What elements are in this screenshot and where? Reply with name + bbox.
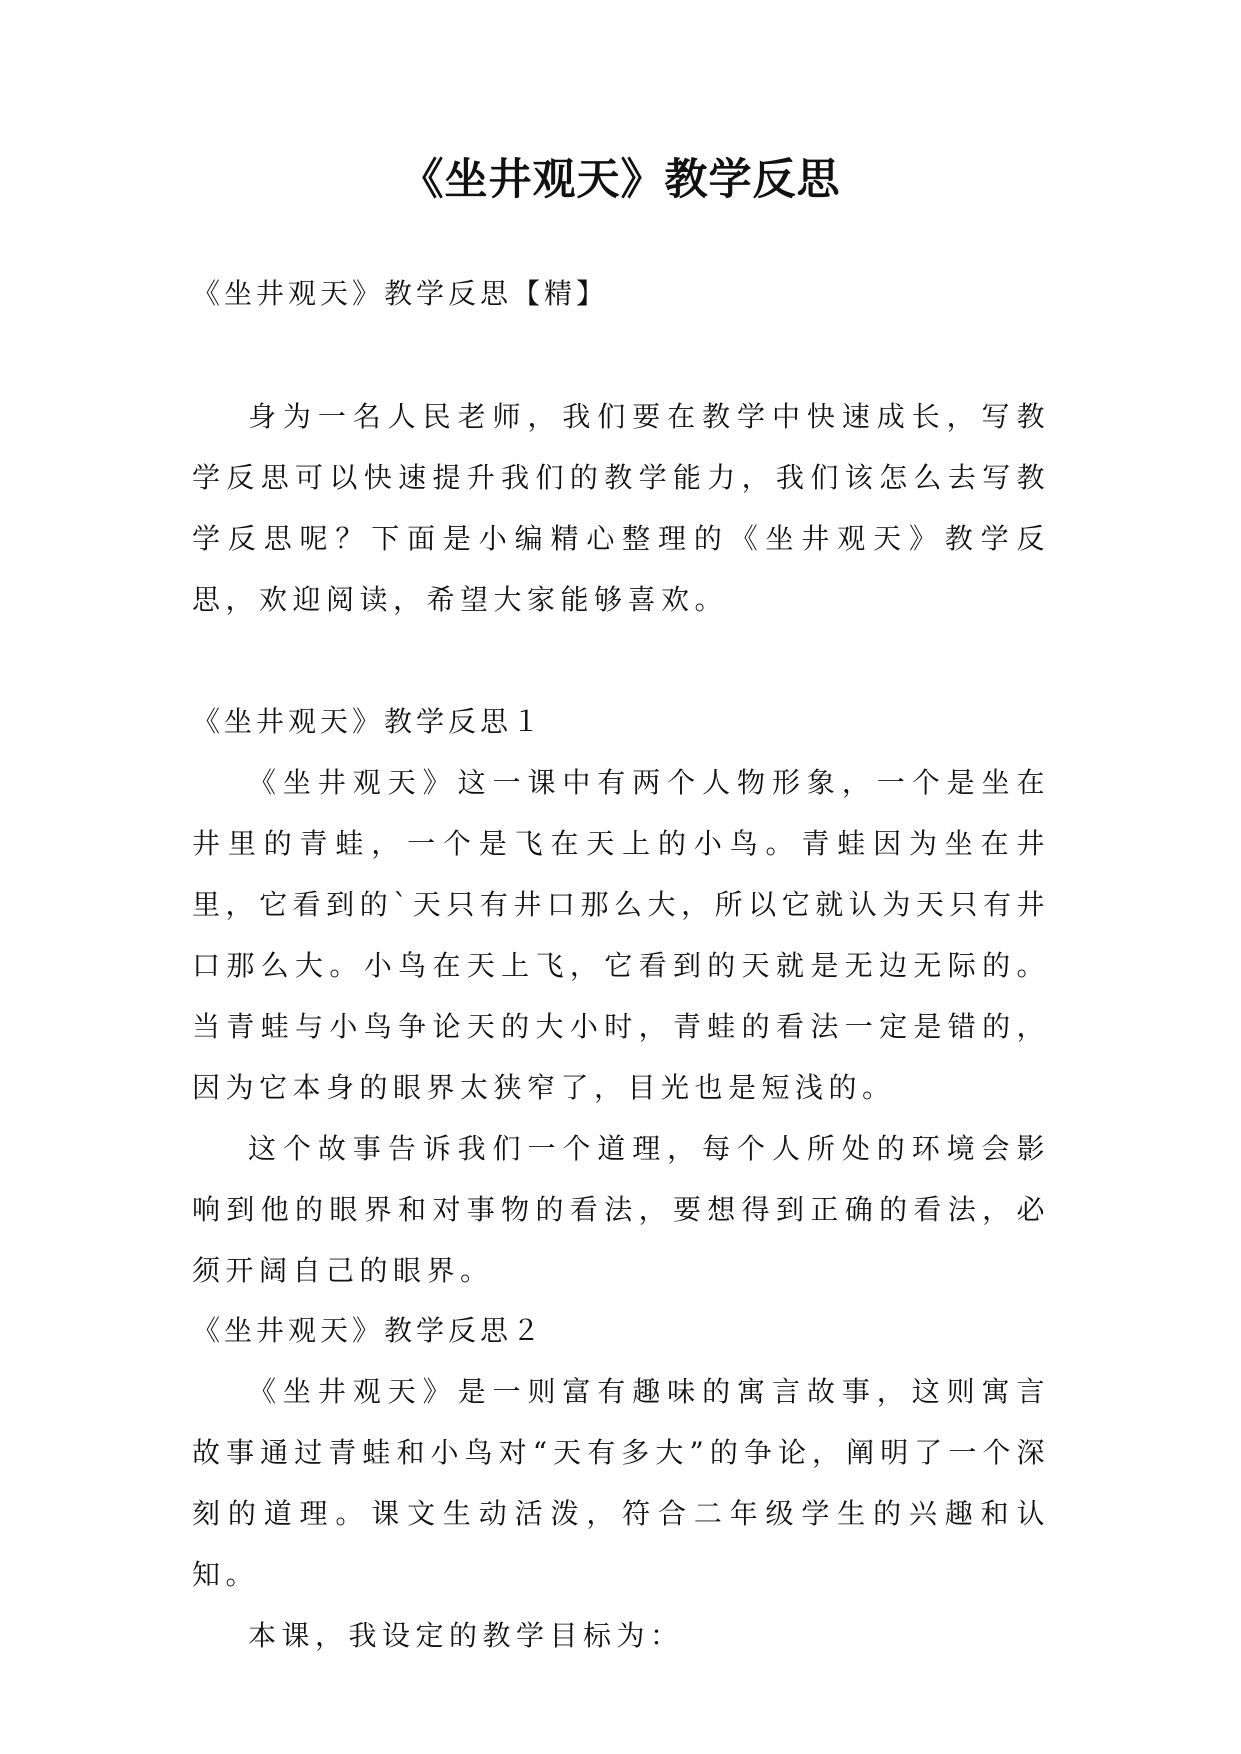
body-paragraph: 本课，我设定的教学目标为： bbox=[248, 1619, 684, 1652]
document-body bbox=[192, 264, 1050, 1666]
section-heading: 《坐井观天》教学反思２ bbox=[192, 1314, 545, 1347]
document-subtitle: 《坐井观天》教学反思【精】 bbox=[192, 277, 609, 310]
section-2 bbox=[192, 1301, 1050, 1666]
section-heading: 《坐井观天》教学反思１ bbox=[192, 705, 545, 738]
body-paragraph: 《坐井观天》这一课中有两个人物形象，一个是坐在井里的青蛙，一个是飞在天上的小鸟。青蛙因为坐在井里，它看到的`天只有井口那么大，所以它就认为天只有井口那么大。小鸟在天上飞，它看到的天就是无边无际的。当青蛙与小鸟争论天的大小时，青蛙的看法一定是错的，因为它本身的眼界太狭窄了，目光也是短浅的。 bbox=[192, 766, 1050, 1104]
body-paragraph: 这个故事告诉我们一个道理，每个人所处的环境会影响到他的眼界和对事物的看法，要想得到正确的看法，必须开阔自己的眼界。 bbox=[192, 1132, 1050, 1287]
document-title: 《坐井观天》教学反思 bbox=[400, 155, 841, 205]
intro-paragraph: 身为一名人民老师，我们要在教学中快速成长，写教学反思可以快速提升我们的教学能力，我们该怎么去写教学反思呢？下面是小编精心整理的《坐井观天》教学反思，欢迎阅读，希望大家能够喜欢。 bbox=[192, 400, 1050, 616]
section-1 bbox=[192, 692, 1050, 1301]
body-paragraph: 《坐井观天》是一则富有趣味的寓言故事，这则寓言故事通过青蛙和小鸟对“天有多大”的争论，阐明了一个深刻的道理。课文生动活泼，符合二年级学生的兴趣和认知。 bbox=[192, 1375, 1050, 1591]
